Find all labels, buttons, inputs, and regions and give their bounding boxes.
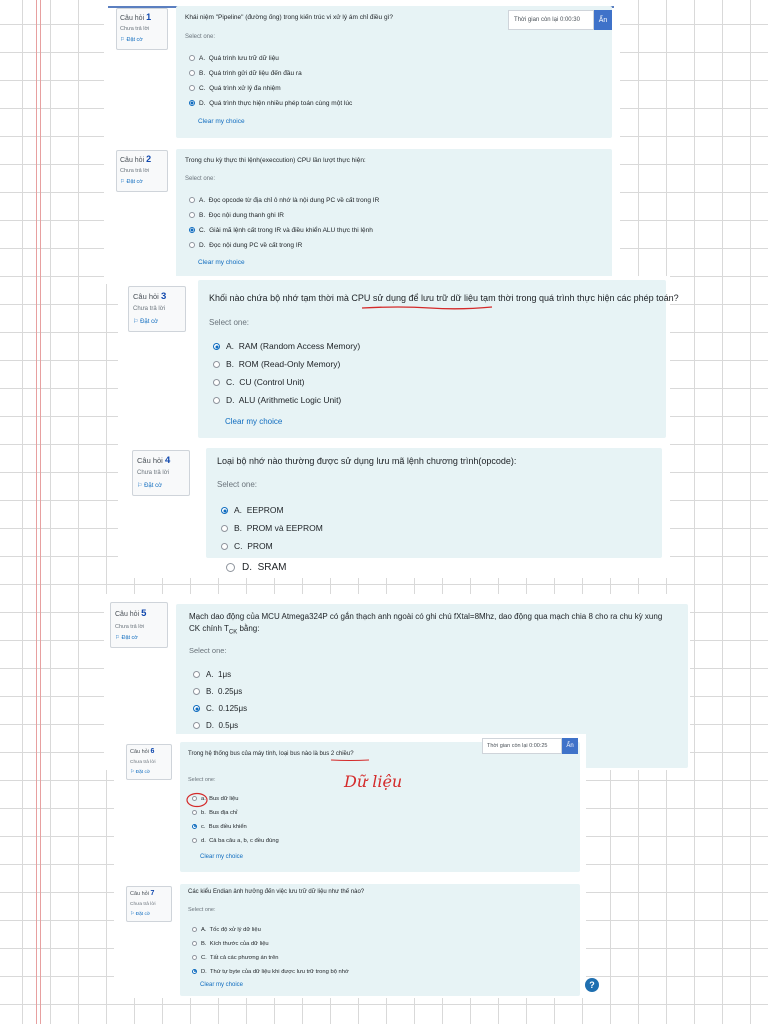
question-number: Câu hỏi 3 — [133, 291, 167, 302]
select-one-label: Select one: — [209, 318, 250, 327]
radio-button[interactable] — [193, 671, 200, 678]
flag-question-button[interactable]: ⚐ Đặt cờ — [120, 37, 143, 43]
options-list — [189, 51, 352, 111]
flag-icon: ⚐ — [130, 912, 135, 917]
option-d[interactable]: D. 0.5μs — [193, 717, 247, 734]
radio-button[interactable] — [192, 941, 197, 946]
radio-button[interactable] — [189, 212, 195, 218]
question-info-1 — [116, 8, 168, 50]
select-one-label: Select one: — [188, 907, 216, 913]
flag-icon: ⚐ — [120, 37, 125, 43]
question-content-7 — [180, 884, 580, 996]
radio-button[interactable] — [213, 361, 220, 368]
option-d[interactable]: D. Đọc nội dung PC về cất trong IR — [189, 238, 379, 253]
select-one-label: Select one: — [189, 646, 227, 655]
option-a[interactable]: A. 1μs — [193, 666, 247, 683]
option-d[interactable]: d. Cả ba câu a, b, c đều đúng — [192, 834, 279, 848]
clear-choice-link[interactable]: Clear my choice — [200, 854, 244, 860]
select-one-label: Select one: — [217, 480, 258, 489]
time-remaining: Thời gian còn lại 0:00:25 — [482, 738, 562, 754]
option-c[interactable]: C. 0.125μs — [193, 700, 247, 717]
question-text: Trong hệ thống bus của máy tính, loại bus nào là bus 2 chiều? — [188, 751, 354, 757]
option-b[interactable]: B. ROM (Read-Only Memory) — [213, 355, 360, 373]
radio-button[interactable] — [213, 397, 220, 404]
flag-icon: ⚐ — [120, 179, 125, 185]
option-b[interactable]: B. 0.25μs — [193, 683, 247, 700]
question-status: Chưa trả lời — [120, 26, 150, 32]
paper-margin-line — [36, 0, 37, 1024]
radio-button[interactable] — [189, 70, 195, 76]
screenshot-fragment-2 — [118, 276, 679, 578]
radio-button-selected[interactable] — [221, 507, 228, 514]
select-one-label: Select one: — [185, 176, 216, 182]
select-one-label: Select one: — [188, 777, 216, 783]
flag-question-button[interactable]: ⚐ Đặt cờ — [137, 483, 163, 489]
option-b[interactable]: B. Đọc nội dung thanh ghi IR — [189, 208, 379, 223]
option-b[interactable]: B. Kích thước của dữ liệu — [192, 937, 349, 951]
radio-button-selected[interactable] — [189, 100, 195, 106]
question-info-6 — [126, 744, 172, 780]
option-c[interactable]: C. Tất cả các phương án trên — [192, 951, 349, 965]
question-content-2 — [176, 149, 612, 278]
select-one-label: Select one: — [185, 34, 216, 40]
flag-icon: ⚐ — [137, 483, 143, 489]
option-a[interactable]: A. EEPROM — [221, 501, 323, 519]
radio-button[interactable] — [189, 242, 195, 248]
option-c[interactable]: C. CU (Control Unit) — [213, 373, 360, 391]
question-number: Câu hỏi 7 — [130, 890, 155, 897]
radio-button[interactable] — [213, 379, 220, 386]
clear-choice-link[interactable]: Clear my choice — [198, 259, 245, 266]
question-content-3 — [198, 280, 679, 438]
options-list — [189, 193, 379, 253]
question-info-7 — [126, 886, 172, 922]
option-c[interactable]: c. Bus điều khiển — [192, 820, 279, 834]
question-status: Chưa trả lời — [115, 624, 145, 630]
radio-button[interactable] — [221, 543, 228, 550]
question-number: Câu hỏi 5 — [115, 608, 147, 619]
help-button[interactable]: ? — [585, 978, 599, 992]
paper-margin-line — [40, 0, 41, 1024]
flag-question-button[interactable]: ⚐ Đặt cờ — [130, 770, 150, 775]
question-info-2 — [116, 150, 168, 192]
hide-timer-button[interactable]: Ẩn — [594, 10, 612, 30]
radio-button[interactable] — [192, 810, 197, 815]
radio-button-selected[interactable] — [189, 227, 195, 233]
option-d[interactable]: D. Quá trình thực hiện nhiều phép toán cùng một lúc — [189, 96, 352, 111]
screenshot-fragment-1 — [104, 0, 620, 284]
option-d[interactable]: D. SRAM — [226, 560, 286, 576]
question-number: Câu hỏi 1 — [120, 12, 152, 22]
question-text: Loại bộ nhớ nào thường được sử dụng lưu mã lệnh chương trình(opcode): — [217, 456, 517, 466]
radio-button-selected[interactable] — [192, 824, 197, 829]
radio-button[interactable] — [192, 838, 197, 843]
options-list — [193, 666, 247, 734]
hide-timer-button[interactable]: Ẩn — [562, 738, 578, 754]
question-text: Trong chu kỳ thực thi lệnh(execcution) CPU lần lượt thực hiện: — [185, 157, 366, 164]
screenshot-fragment-4 — [114, 734, 586, 998]
option-c[interactable]: C. Giải mã lệnh cất trong IR và điều khiển ALU thực thi lệnh — [189, 223, 379, 238]
question-text: Khái niệm "Pipeline" (đường ống) trong kiến trúc vi xử lý ám chỉ điều gì? — [185, 14, 393, 21]
question-content-4 — [206, 448, 662, 558]
radio-button-selected[interactable] — [213, 343, 220, 350]
flag-question-button[interactable]: ⚐ Đặt cờ — [130, 912, 150, 917]
flag-question-button[interactable]: ⚐ Đặt cờ — [120, 179, 143, 185]
question-number: Câu hỏi 4 — [137, 455, 171, 466]
question-status: Chưa trả lời — [133, 306, 165, 312]
radio-button[interactable] — [192, 955, 197, 960]
options-list — [221, 501, 323, 555]
question-info-4 — [132, 450, 190, 496]
radio-button[interactable] — [189, 85, 195, 91]
radio-button[interactable] — [193, 722, 200, 729]
question-text: Các kiểu Endian ảnh hưởng đến việc lưu trữ dữ liệu như thế nào? — [188, 889, 365, 895]
flag-question-button[interactable]: ⚐ Đặt cờ — [115, 635, 138, 641]
radio-button[interactable] — [189, 55, 195, 61]
radio-button[interactable] — [221, 525, 228, 532]
handwritten-note: Dữ liệu — [344, 772, 403, 791]
option-d[interactable]: D. ALU (Arithmetic Logic Unit) — [213, 391, 360, 409]
question-info-3 — [128, 286, 186, 332]
question-content-6 — [180, 742, 580, 872]
option-c[interactable]: C. Quá trình xử lý đa nhiệm — [189, 81, 352, 96]
clear-choice-link[interactable]: Clear my choice — [225, 417, 283, 426]
radio-button[interactable] — [189, 197, 195, 203]
radio-button[interactable] — [226, 563, 235, 572]
radio-button[interactable] — [193, 688, 200, 695]
flag-icon: ⚐ — [130, 770, 135, 775]
question-text: Khối nào chứa bộ nhớ tạm thời mà CPU sử dụng để lưu trữ dữ liệu tạm thời trong quá trình thực hiện các phép toán? — [209, 293, 679, 303]
options-list — [213, 337, 360, 409]
option-b[interactable]: B. PROM và EEPROM — [221, 519, 323, 537]
red-underline-annotation — [360, 304, 494, 312]
question-number: Câu hỏi 2 — [120, 154, 152, 164]
flag-icon: ⚐ — [115, 635, 120, 641]
radio-button[interactable] — [192, 927, 197, 932]
question-number: Câu hỏi 6 — [130, 748, 155, 755]
clear-choice-link[interactable]: Clear my choice — [198, 118, 245, 125]
radio-button-selected[interactable] — [193, 705, 200, 712]
flag-icon: ⚐ — [133, 319, 139, 325]
option-a[interactable]: A. Tốc độ xử lý dữ liệu — [192, 923, 349, 937]
red-circle-annotation — [185, 792, 209, 808]
option-a[interactable]: A. Quá trình lưu trữ dữ liệu — [189, 51, 352, 66]
question-text: Mạch dao động của MCU Atmega324P có gắn thạch anh ngoài có ghi chú fXtal=8Mhz, dao động qua mạch chia 8 cho ra chu kỳ xung CK chính $T_{CK}$ bằng: — [189, 612, 663, 636]
clear-choice-link[interactable]: Clear my choice — [200, 982, 244, 988]
question-status: Chưa trả lời — [130, 760, 156, 765]
question-info-5 — [110, 602, 168, 648]
radio-button-selected[interactable] — [192, 969, 197, 974]
flag-question-button[interactable]: ⚐ Đặt cờ — [133, 319, 159, 325]
option-b[interactable]: b. Bus địa chỉ — [192, 806, 279, 820]
option-a[interactable]: A. RAM (Random Access Memory) — [213, 337, 360, 355]
option-a[interactable]: A. Đọc opcode từ địa chỉ ô nhớ là nội dung PC về cất trong IR — [189, 193, 379, 208]
option-b[interactable]: B. Quá trình gửi dữ liệu đến đầu ra — [189, 66, 352, 81]
question-status: Chưa trả lời — [137, 470, 169, 476]
option-d[interactable]: D. Thứ tự byte của dữ liệu khi được lưu trữ trong bộ nhớ — [192, 965, 349, 979]
question-status: Chưa trả lời — [130, 902, 156, 907]
time-remaining: Thời gian còn lại 0:00:30 — [508, 10, 594, 30]
options-list — [192, 923, 349, 979]
option-a[interactable]: a. Bus dữ liệu — [192, 792, 279, 806]
option-c[interactable]: C. PROM — [221, 537, 323, 555]
question-status: Chưa trả lời — [120, 168, 150, 174]
red-underline-annotation — [330, 758, 370, 763]
